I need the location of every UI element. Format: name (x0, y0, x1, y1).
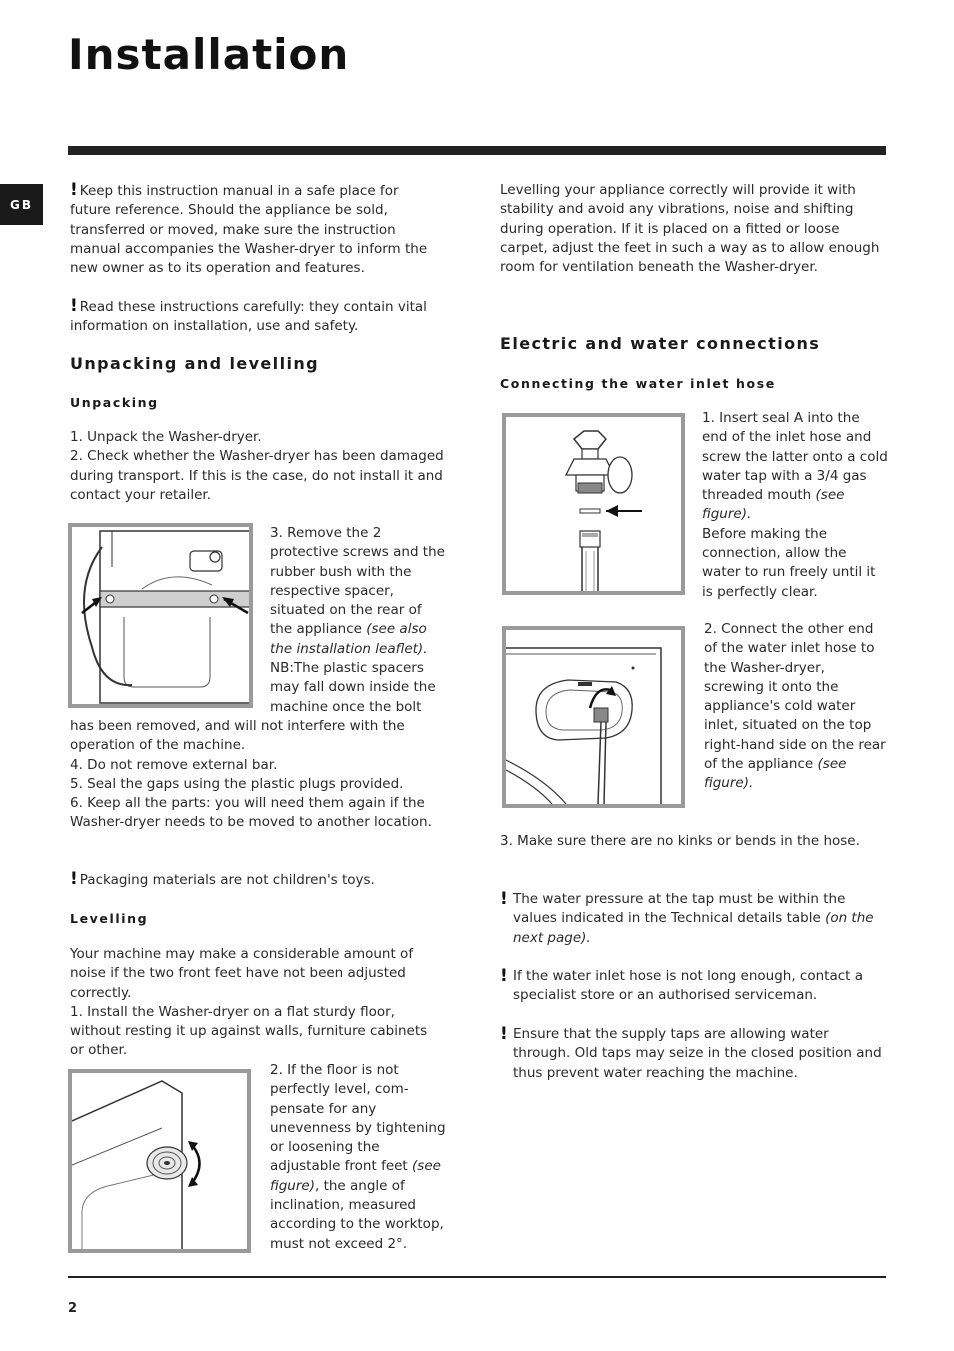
washer-rear-illustration (72, 527, 249, 704)
subsection-title-unpacking: Unpacking (70, 395, 159, 410)
levelling-step-2: 2. If the floor is not perfectly level, com- pensate for any unevenness by tightening or loosening the adjustable front feet (see figure), the angle of inclination, measured according to the worktop, must not exceed 2°. (270, 1062, 446, 1252)
installation-leaflet-ref: (see also the installation leaflet). (270, 621, 428, 657)
unpack-step-5: 5. Seal the gaps using the plastic plugs provided. (70, 775, 404, 792)
warning-icon: ! (500, 889, 508, 909)
unpack-step-4: 4. Do not remove external bar. (70, 756, 278, 773)
hose-step-3: 3. Make sure there are no kinks or bends in the hose. (500, 833, 860, 849)
see-figure-ref: (see figure). (704, 756, 847, 792)
warning-icon: ! (500, 1024, 508, 1044)
intro-note-2: ! Read these instructions carefully: they contain vital information on installation, use and safety. (70, 296, 427, 335)
top-rule (68, 146, 886, 155)
front-feet-figure (68, 1069, 251, 1253)
unpack-step-1: 1. Unpack the Washer-dryer. (70, 429, 262, 445)
levelling-step-1: 1. Install the Washer-dryer on a flat sturdy floor, without resting it up against walls, furniture cabinets or other. (70, 1003, 428, 1059)
water-pressure-note: The water pressure at the tap must be within the values indicated in the Technical details table (on the next page). (513, 891, 874, 946)
inlet-connection-figure (502, 626, 685, 808)
adjustable-foot-illustration (72, 1073, 247, 1249)
machine-inlet-illustration (506, 630, 681, 804)
page-title: Installation (68, 30, 350, 79)
section-title-unpacking-levelling: Unpacking and levelling (70, 354, 319, 373)
levelling-intro: Your machine may make a considerable amount of noise if the two front feet have not been adjusted correctly. (70, 946, 414, 1001)
nb-line-3: machine once the bolt (270, 698, 422, 715)
rear-screws-figure (68, 523, 253, 708)
see-figure-ref: (see figure). (702, 487, 845, 523)
section-title-electric-water: Electric and water connections (500, 334, 821, 353)
language-tab: GB (0, 184, 43, 225)
hose-step-2: 2. Connect the other end of the water inlet hose to the Washer-dryer, screwing it onto the appliance's cold water inlet, situated on the top right-hand side on the rear of the appliance (see figure). (704, 621, 886, 792)
warning-icon: ! (70, 180, 78, 200)
hose-length-note: If the water inlet hose is not long enough, contact a specialist store or an authorised serviceman. (513, 968, 863, 1004)
levelling-benefit-text: Levelling your appliance correctly will provide it with stability and avoid any vibrations, noise and shifting during operation. If it is placed on a fitted or loose carpet, adjust the feet in such a way as to allow enough room for ventilation beneath the Washer-dryer. (500, 182, 880, 276)
see-figure-ref: (see figure) (270, 1158, 441, 1194)
tap-and-seal-illustration (506, 417, 681, 591)
warning-icon: ! (70, 869, 78, 889)
bottom-rule (68, 1276, 886, 1278)
subsection-title-levelling: Levelling (70, 911, 149, 926)
unpack-step-2: 2. Check whether the Washer-dryer has been damaged during transport. If this is the case, do not install it and contact your retailer. (70, 448, 444, 503)
packaging-note: ! Packaging materials are not children's toys. (70, 869, 375, 889)
subsection-title-inlet-hose: Connecting the water inlet hose (500, 376, 776, 391)
page-number: 2 (68, 1301, 78, 1316)
hose-step-1-before: Before making the connection, allow the water to run freely until it is perfectly clear. (702, 525, 876, 600)
next-page-ref: (on the next page). (513, 910, 874, 946)
intro-note-1: ! Keep this instruction manual in a safe place for future reference. Should the appliance be sold, transferred or moved, make sure the instruction manual accompanies the Washer-dryer to inform the new owner as to its operation and features. (70, 180, 428, 277)
unpack-step-6: 6. Keep all the parts: you will need them again if the Washer-dryer needs to be moved to another location. (70, 795, 432, 831)
tap-connection-figure (502, 413, 685, 595)
nb-line-2: may fall down inside the (270, 679, 436, 696)
levelling-steps (70, 945, 440, 1061)
unpack-step-3-continued: has been removed, and will not interfere with the operation of the machine. (70, 718, 405, 754)
unpack-steps-1-2 (70, 428, 445, 505)
unpack-steps-continued (70, 717, 445, 833)
warning-icon: ! (70, 296, 78, 316)
hose-step-1: 1. Insert seal A into the end of the inlet hose and screw the latter onto a cold water tap with a 3/4 gas threaded mouth (see figure). Before making the connection, allow the water to run freely until it is perfectly clear. (702, 409, 888, 602)
supply-taps-note: Ensure that the supply taps are allowing water through. Old taps may seize in the closed position and thus prevent water reaching the machine. (513, 1026, 882, 1081)
warning-icon: ! (500, 966, 508, 986)
unpack-step-3: 3. Remove the 2 protective screws and the rubber bush with the respective spacer, situated on the rear of the appliance (see also the installation leaflet). NB:The plastic spacers may fall down inside the machine once the bolt (270, 524, 448, 717)
nb-line-1: NB:The plastic spacers (270, 660, 424, 677)
